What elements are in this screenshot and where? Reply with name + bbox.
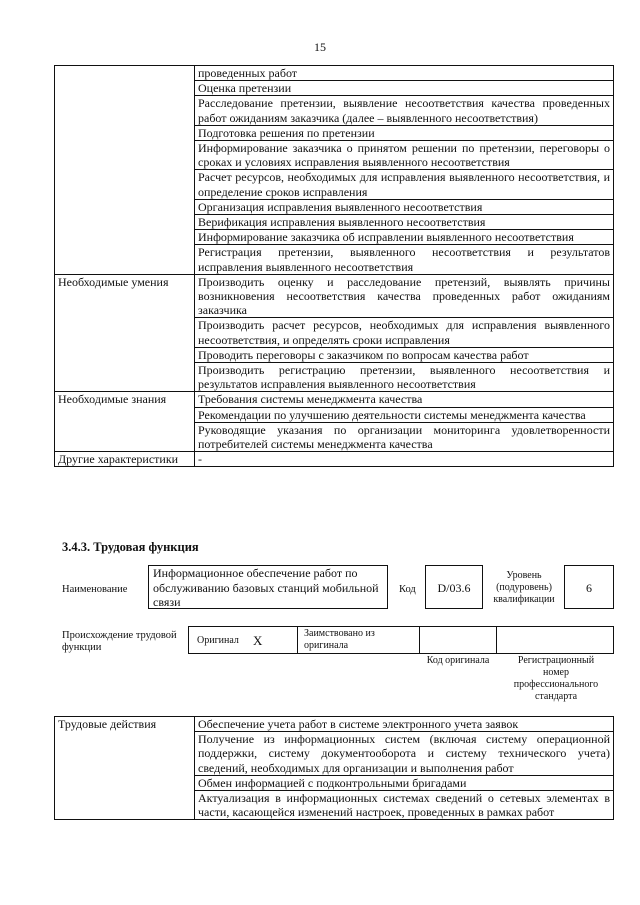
table-cell: Обеспечение учета работ в системе электронного учета заявок [195, 717, 614, 732]
original-cell [188, 626, 298, 654]
function-code: D/03.6 [437, 581, 471, 595]
table-cell: Информирование заказчика об исправлении выявленного несоответствия [195, 230, 614, 245]
category-other: Другие характеристики [55, 452, 195, 467]
table-row [55, 274, 614, 318]
original-code-caption: Код оригинала [426, 655, 490, 666]
registration-caption: Регистрационный номер профессионального стандарта [513, 655, 599, 702]
function-name-box [148, 565, 388, 609]
table-cell: Подготовка решения по претензии [195, 125, 614, 140]
original-label: Оригинал [197, 635, 239, 646]
table-row [55, 452, 614, 467]
table-cell: Получение из информационных систем (включая систему операционной поддержки, систему документооборота и систему технического учета) сведений, необходимых для организации и выполнения работ [195, 732, 614, 776]
origin-label: Происхождение трудовой функции [62, 630, 177, 653]
category-skills: Необходимые умения [55, 274, 195, 392]
category-knowledge: Необходимые знания [55, 392, 195, 452]
table-cell: Верификация исправления выявленного несоответствия [195, 215, 614, 230]
table-cell: Производить расчет ресурсов, необходимых для исправления выявленного несоответствия, и определять сроки исправления [195, 318, 614, 347]
table-row [55, 66, 614, 81]
table-cell: Актуализация в информационных системах сведений о сетевых элементах в части, касающейся изменений настроек, проведенных в рамках работ [195, 791, 614, 820]
table-row [55, 392, 614, 407]
table-cell: - [195, 452, 614, 467]
level-box [564, 565, 614, 609]
borrowed-cell [297, 626, 420, 654]
table-row [55, 717, 614, 732]
competency-table [54, 65, 614, 467]
original-code-cell [419, 626, 497, 654]
table-cell: Производить оценку и расследование претензий, выявлять причины возникновения несоответствия качества проведенных работ ожиданиям заказчика [195, 274, 614, 318]
category-actions: Трудовые действия [55, 717, 195, 820]
table-cell: проведенных работ [195, 66, 614, 81]
page-number: 15 [314, 40, 326, 54]
code-label: Код [399, 584, 416, 595]
category-cell [55, 66, 195, 275]
table-cell: Оценка претензии [195, 81, 614, 96]
table-cell: Организация исправления выявленного несоответствия [195, 199, 614, 214]
table-cell: Информирование заказчика о принятом решении по претензии, переговоры о сроках и условиях исправления выявленного несоответствия [195, 141, 614, 170]
level-label: Уровень (подуровень) квалификации [493, 570, 555, 605]
labor-actions-table [54, 716, 614, 820]
table-cell: Рекомендации по улучшению деятельности системы менеджмента качества [195, 407, 614, 422]
name-label: Наименование [62, 584, 128, 595]
table-cell: Регистрация претензии, выявленного несоответствия и результатов исправления выявленного несоответствия [195, 245, 614, 274]
level-value: 6 [586, 581, 592, 595]
function-code-box [425, 565, 483, 609]
registration-number-cell [496, 626, 614, 654]
table-cell: Производить регистрацию претензии, выявленного несоответствия и результатов исправления выявленного несоответствия [195, 363, 614, 392]
borrowed-label: Заимствовано из оригинала [304, 628, 375, 651]
table-cell: Расследование претензии, выявление несоответствия качества проведенных работ ожиданиям заказчика (далее – выявленного несоответствия) [195, 96, 614, 125]
table-cell: Расчет ресурсов, необходимых для исправления выявленного несоответствия, и определение сроков исправления [195, 170, 614, 199]
table-cell: Обмен информацией с подконтрольными бригадами [195, 775, 614, 790]
section-title: 3.4.3. Трудовая функция [62, 540, 199, 554]
function-name: Информационное обеспечение работ по обслуживанию базовых станций мобильной связи [153, 566, 379, 609]
original-mark: X [253, 633, 263, 648]
table-cell: Проводить переговоры с заказчиком по вопросам качества работ [195, 347, 614, 362]
table-cell: Требования системы менеджмента качества [195, 392, 614, 407]
table-cell: Руководящие указания по организации мониторинга удовлетворенности потребителей системы менеджмента качества [195, 422, 614, 451]
